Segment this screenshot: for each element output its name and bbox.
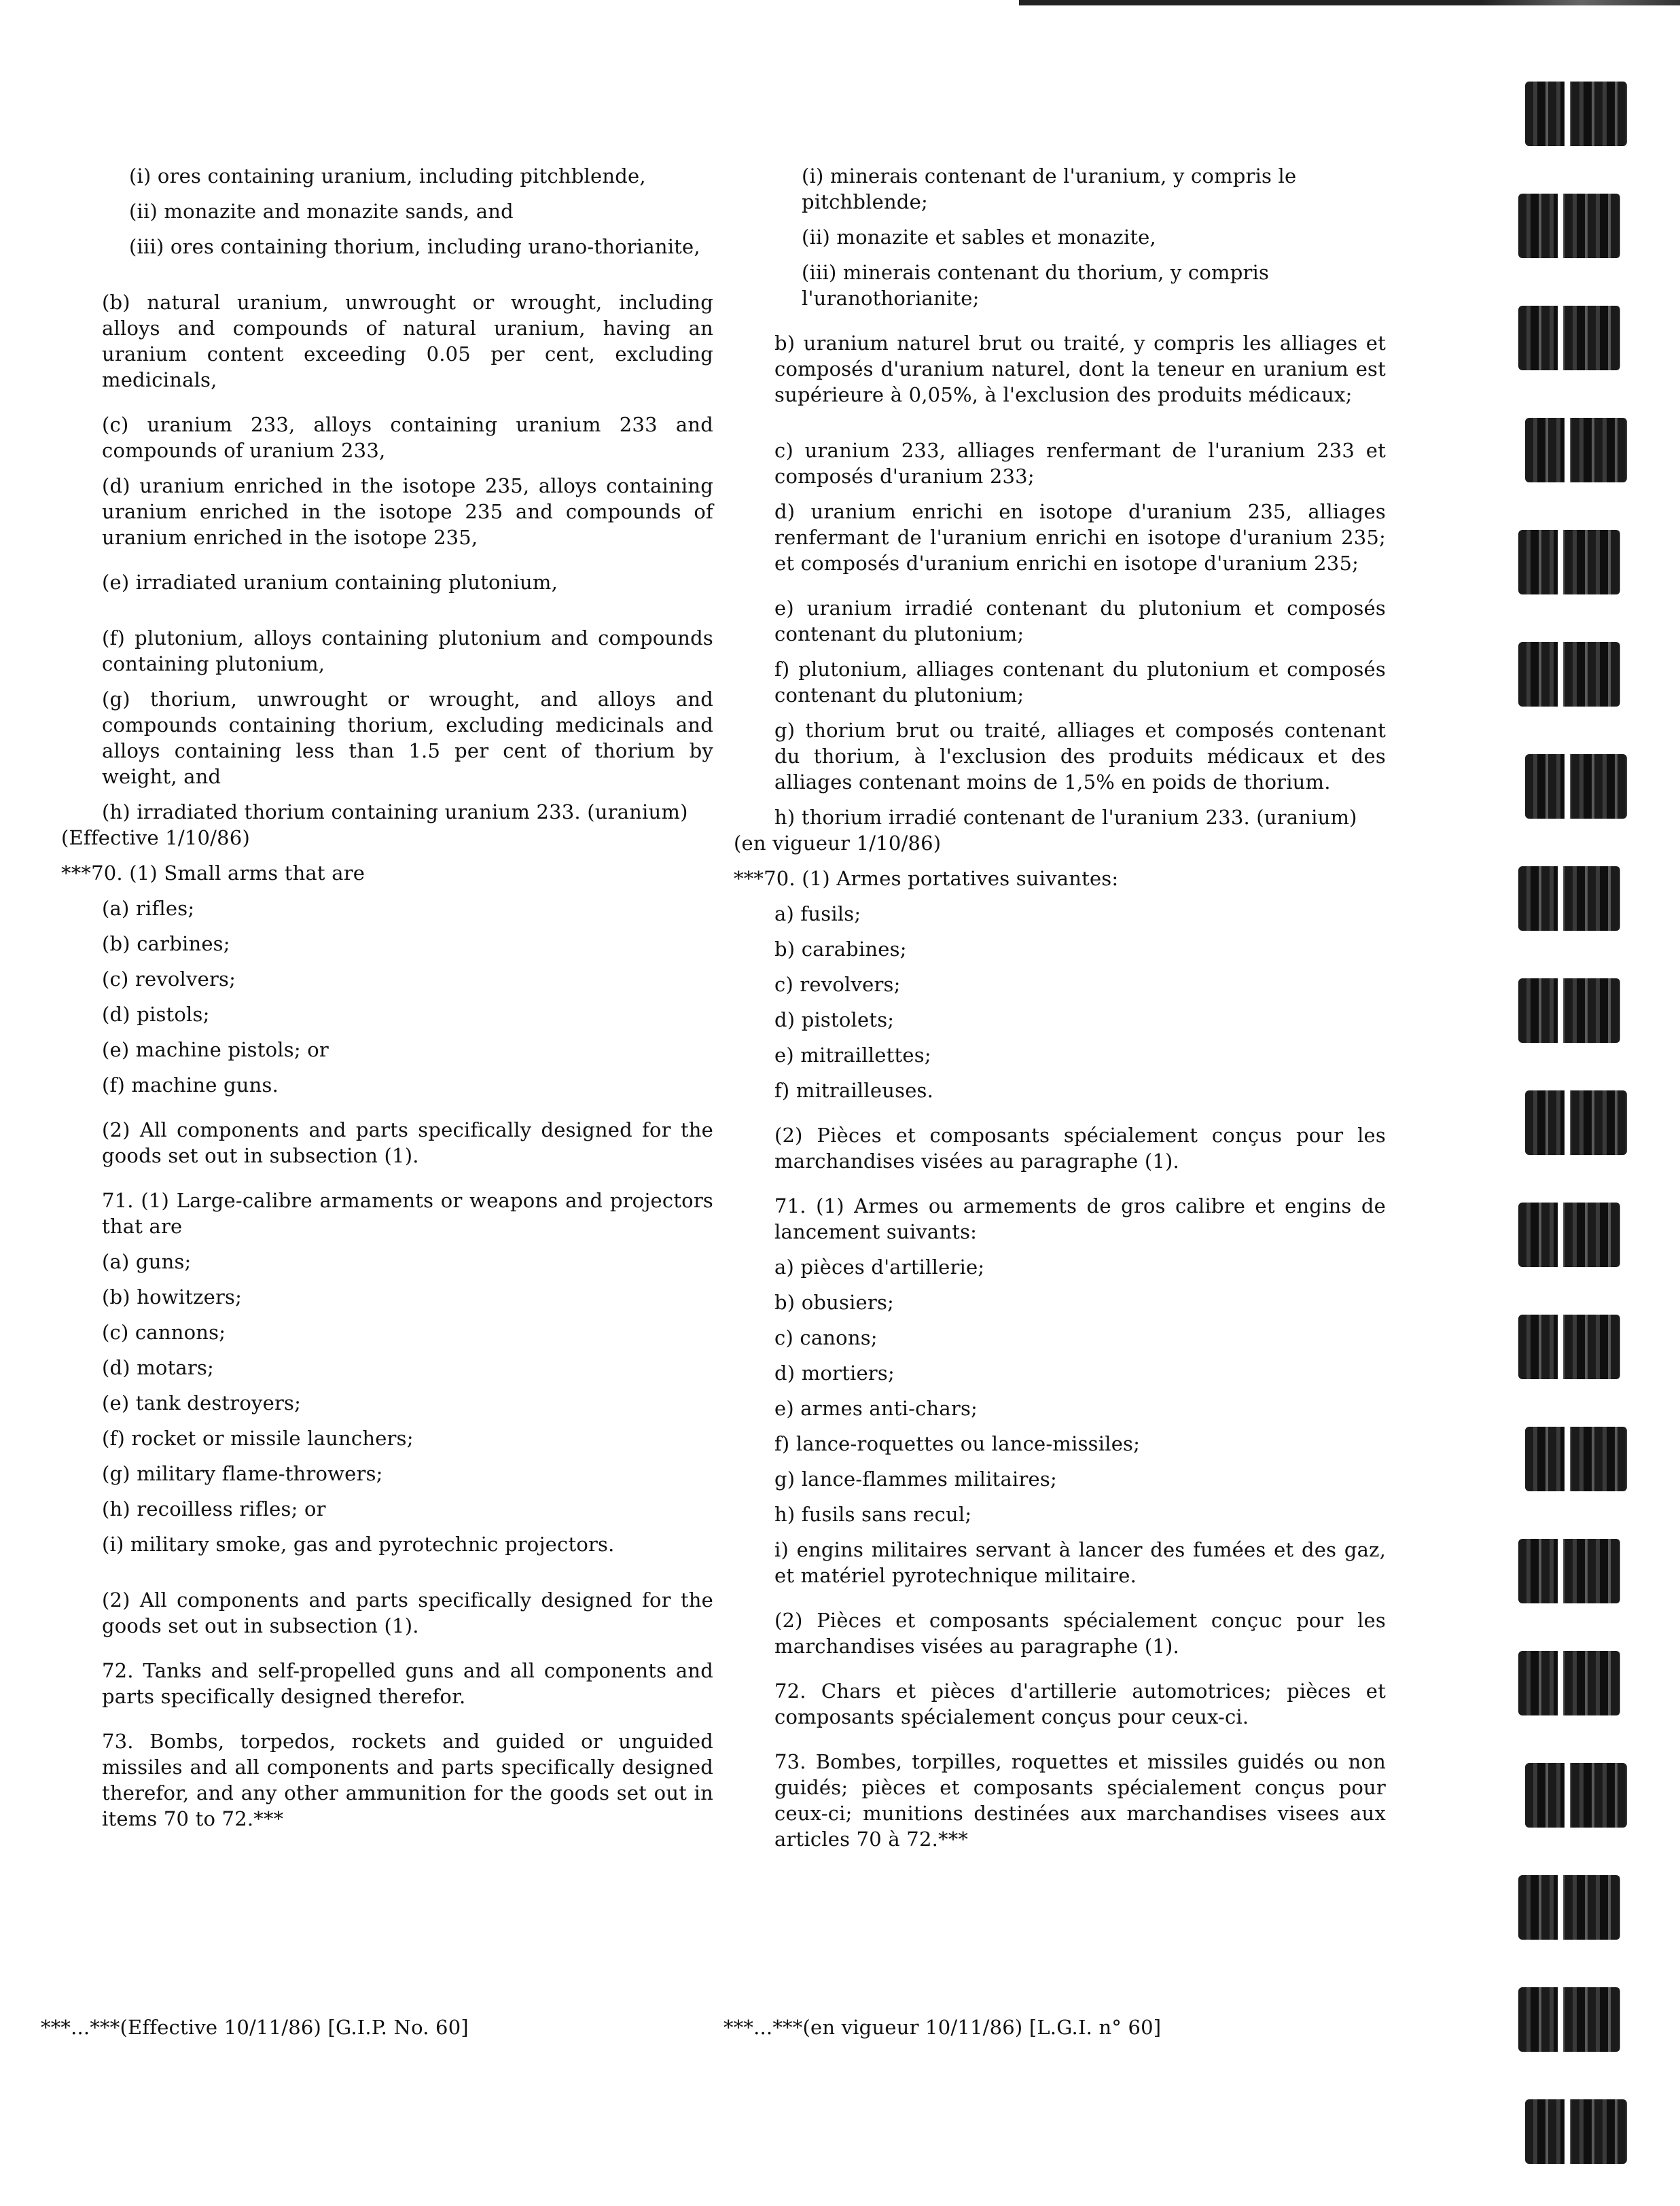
binding-hole	[1518, 1987, 1620, 2052]
en-paragraph-10: (Effective 1/10/86)	[61, 826, 250, 849]
paragraph-spacer	[734, 1103, 1386, 1122]
paragraph-spacer	[61, 463, 713, 473]
en-paragraph-5: (d) uranium enriched in the isotope 235, alloys containing uranium enriched in the isotope 235 and compounds of uranium enriched in the isotope 235,	[102, 474, 713, 549]
paragraph-spacer	[61, 1451, 713, 1461]
en-paragraph-14: (c) revolvers;	[102, 967, 236, 991]
fr-paragraph-23: d) mortiers;	[774, 1362, 895, 1385]
paragraph-spacer	[734, 1386, 1386, 1395]
paragraph-spacer	[61, 1169, 713, 1188]
en-paragraph-3: (b) natural uranium, unwrought or wrought, including alloys and compounds of natural uranium, having an uranium content exceeding 0.05 per cent, excluding medicinals,	[102, 291, 713, 391]
binding-hole	[1518, 1315, 1620, 1379]
en-paragraph-31: 73. Bombs, torpedos, rockets and guided or unguided missiles and all components and parts specifically designed therefor, and any other ammunition for the goods set out in items 70 to 72.***	[102, 1730, 713, 1830]
paragraph-spacer	[61, 393, 713, 412]
fr-paragraph-10: (en vigueur 1/10/86)	[734, 832, 942, 855]
en-paragraph-22: (c) cannons;	[102, 1321, 226, 1344]
french-column	[734, 163, 1386, 1852]
paragraph-spacer	[61, 1709, 713, 1728]
paragraph-spacer	[61, 260, 713, 289]
binding-hole	[1525, 754, 1627, 819]
paragraph-spacer	[734, 1280, 1386, 1289]
paragraph-spacer	[734, 1659, 1386, 1678]
fr-paragraph-24: e) armes anti-chars;	[774, 1397, 978, 1420]
fr-paragraph-4: c) uranium 233, alliages renfermant de l'uranium 233 et composés d'uranium 233;	[774, 439, 1386, 488]
en-paragraph-23: (d) motars;	[102, 1356, 215, 1379]
en-paragraph-30: 72. Tanks and self-propelled guns and all components and parts specifically designed therefor.	[102, 1659, 713, 1708]
paragraph-spacer	[734, 250, 1386, 260]
paragraph-spacer	[734, 1174, 1386, 1193]
fr-paragraph-0: (i) minerais contenant de l'uranium, y compris le pitchblende;	[802, 164, 1297, 213]
paragraph-spacer	[61, 1239, 713, 1249]
paragraph-spacer	[734, 997, 1386, 1007]
fr-paragraph-13: b) carabines;	[774, 938, 907, 961]
paragraph-spacer	[734, 1245, 1386, 1254]
fr-paragraph-20: a) pièces d'artillerie;	[774, 1256, 985, 1279]
english-column	[61, 163, 713, 1832]
fr-paragraph-19: 71. (1) Armes ou armements de gros calibre et engins de lancement suivants:	[774, 1194, 1386, 1243]
fr-paragraph-26: g) lance-flammes militaires;	[774, 1467, 1057, 1491]
en-paragraph-13: (b) carbines;	[102, 932, 230, 955]
fr-paragraph-16: e) mitraillettes;	[774, 1044, 931, 1067]
paragraph-spacer	[61, 886, 713, 895]
en-paragraph-18: (2) All components and parts specifically designed for the goods set out in subsection (1).	[102, 1118, 713, 1167]
en-paragraph-16: (e) machine pistols; or	[102, 1038, 329, 1061]
binding-hole	[1518, 306, 1620, 370]
paragraph-spacer	[61, 550, 713, 569]
binding-hole	[1525, 82, 1627, 146]
en-paragraph-11: ***70. (1) Small arms that are	[61, 861, 365, 885]
paragraph-spacer	[734, 408, 1386, 438]
footer-french: ***...***(en vigueur 10/11/86) [L.G.I. n° 60]	[723, 2016, 1162, 2039]
binding-hole	[1518, 194, 1620, 258]
binding-hole	[1525, 1427, 1627, 1491]
en-paragraph-29: (2) All components and parts specifically designed for the goods set out in subsection (1).	[102, 1588, 713, 1637]
fr-paragraph-27: h) fusils sans recul;	[774, 1503, 972, 1526]
fr-paragraph-12: a) fusils;	[774, 902, 861, 925]
paragraph-spacer	[61, 1557, 713, 1587]
fr-paragraph-5: d) uranium enrichi en isotope d'uranium 235, alliages renfermant de l'uranium enrichi en isotope d'uranium 235; et composés d'uranium enrichi en isotope d'uranium 235;	[774, 500, 1386, 575]
paragraph-spacer	[734, 647, 1386, 656]
binding-hole	[1525, 1763, 1627, 1828]
footer-english: ***...***(Effective 10/11/86) [G.I.P. No. 60]	[41, 2016, 469, 2039]
paragraph-spacer	[734, 795, 1386, 804]
binding-holes	[1518, 48, 1634, 2206]
paragraph-spacer	[61, 789, 713, 799]
fr-paragraph-14: c) revolvers;	[774, 973, 901, 996]
en-paragraph-1: (ii) monazite and monazite sands, and	[129, 200, 514, 223]
paragraph-spacer	[61, 1522, 713, 1531]
paragraph-spacer	[61, 851, 713, 860]
paragraph-spacer	[734, 489, 1386, 499]
binding-hole	[1518, 866, 1620, 931]
fr-paragraph-3: b) uranium naturel brut ou traité, y compris les alliages et composés d'uranium naturel, dont la teneur en uranium est supérieure à 0,05%, à l'exclusion des produits médicaux;	[774, 332, 1386, 406]
en-paragraph-25: (f) rocket or missile launchers;	[102, 1427, 414, 1450]
paragraph-spacer	[61, 992, 713, 1001]
fr-paragraph-28: i) engins militaires servant à lancer des fumées et des gaz, et matériel pyrotechnique militaire.	[774, 1538, 1386, 1587]
paragraph-spacer	[734, 856, 1386, 866]
paragraph-spacer	[734, 1492, 1386, 1501]
paragraph-spacer	[61, 1381, 713, 1390]
en-paragraph-28: (i) military smoke, gas and pyrotechnic projectors.	[102, 1533, 615, 1556]
paragraph-spacer	[734, 1421, 1386, 1431]
en-paragraph-15: (d) pistols;	[102, 1003, 210, 1026]
paragraph-spacer	[734, 1588, 1386, 1607]
paragraph-spacer	[61, 1639, 713, 1658]
en-paragraph-12: (a) rifles;	[102, 897, 195, 920]
paragraph-spacer	[734, 891, 1386, 901]
paragraph-spacer	[734, 215, 1386, 224]
en-paragraph-0: (i) ores containing uranium, including pitchblende,	[129, 164, 646, 188]
paragraph-spacer	[61, 224, 713, 234]
paragraph-spacer	[734, 311, 1386, 330]
paragraph-spacer	[734, 1315, 1386, 1325]
fr-paragraph-22: c) canons;	[774, 1326, 878, 1349]
paragraph-spacer	[734, 962, 1386, 972]
paragraph-spacer	[61, 1063, 713, 1072]
paragraph-spacer	[61, 1487, 713, 1496]
en-paragraph-27: (h) recoilless rifles; or	[102, 1497, 326, 1520]
paragraph-spacer	[734, 1457, 1386, 1466]
fr-paragraph-21: b) obusiers;	[774, 1291, 895, 1314]
paragraph-spacer	[734, 1351, 1386, 1360]
fr-paragraph-9: h) thorium irradié contenant de l'uranium 233. (uranium)	[774, 806, 1357, 829]
fr-paragraph-29: (2) Pièces et composants spécialement conçuc pour les marchandises visées au paragraphe (1).	[774, 1609, 1386, 1658]
binding-hole	[1518, 1539, 1620, 1603]
fr-paragraph-15: d) pistolets;	[774, 1008, 895, 1031]
fr-paragraph-6: e) uranium irradié contenant du plutonium et composés contenant du plutonium;	[774, 597, 1386, 645]
top-edge-line	[1019, 0, 1680, 5]
en-paragraph-6: (e) irradiated uranium containing plutonium,	[102, 571, 558, 594]
en-paragraph-8: (g) thorium, unwrought or wrought, and alloys and compounds containing thorium, excluding medicinals and alloys containing less than 1.5 per cent of thorium by weight, and	[102, 688, 713, 788]
paragraph-spacer	[61, 189, 713, 198]
paragraph-spacer	[61, 1345, 713, 1355]
paragraph-spacer	[734, 576, 1386, 595]
binding-hole	[1518, 978, 1620, 1043]
paragraph-spacer	[734, 927, 1386, 936]
paragraph-spacer	[61, 1098, 713, 1117]
binding-hole	[1518, 1203, 1620, 1267]
en-paragraph-2: (iii) ores containing thorium, including urano-thorianite,	[129, 235, 700, 258]
en-paragraph-24: (e) tank destroyers;	[102, 1391, 302, 1415]
paragraph-spacer	[61, 1416, 713, 1425]
en-paragraph-21: (b) howitzers;	[102, 1285, 243, 1309]
en-paragraph-17: (f) machine guns.	[102, 1073, 279, 1097]
binding-hole	[1525, 2099, 1627, 2164]
paragraph-spacer	[734, 1068, 1386, 1078]
fr-paragraph-25: f) lance-roquettes ou lance-missiles;	[774, 1432, 1141, 1455]
fr-paragraph-30: 72. Chars et pièces d'artillerie automotrices; pièces et composants spécialement conçus pour ceux-ci.	[774, 1679, 1386, 1728]
binding-hole	[1525, 1090, 1627, 1155]
fr-paragraph-11: ***70. (1) Armes portatives suivantes:	[734, 867, 1119, 890]
fr-paragraph-18: (2) Pièces et composants spécialement conçus pour les marchandises visées au paragraphe (1).	[774, 1124, 1386, 1173]
fr-paragraph-7: f) plutonium, alliages contenant du plutonium et composés contenant du plutonium;	[774, 658, 1386, 707]
en-paragraph-26: (g) military flame-throwers;	[102, 1462, 383, 1485]
paragraph-spacer	[734, 1033, 1386, 1042]
binding-hole	[1518, 1875, 1620, 1940]
fr-paragraph-8: g) thorium brut ou traité, alliages et composés contenant du thorium, à l'exclusion des produits médicaux et des alliages contenant moins de 1,5% en poids de thorium.	[774, 719, 1386, 794]
paragraph-spacer	[61, 595, 713, 625]
paragraph-spacer	[734, 708, 1386, 717]
paragraph-spacer	[61, 677, 713, 686]
fr-paragraph-2: (iii) minerais contenant du thorium, y compris l'uranothorianite;	[802, 261, 1270, 310]
binding-hole	[1525, 418, 1627, 482]
paragraph-spacer	[734, 1527, 1386, 1537]
paragraph-spacer	[61, 957, 713, 966]
en-paragraph-19: 71. (1) Large-calibre armaments or weapons and projectors that are	[102, 1189, 713, 1238]
en-paragraph-7: (f) plutonium, alloys containing plutonium and compounds containing plutonium,	[102, 626, 713, 675]
paragraph-spacer	[61, 921, 713, 931]
paragraph-spacer	[61, 1027, 713, 1037]
binding-hole	[1518, 530, 1620, 594]
binding-hole	[1518, 1651, 1620, 1715]
paragraph-spacer	[734, 1730, 1386, 1749]
fr-paragraph-17: f) mitrailleuses.	[774, 1079, 934, 1102]
paragraph-spacer	[61, 1275, 713, 1284]
fr-paragraph-1: (ii) monazite et sables et monazite,	[802, 226, 1156, 249]
paragraph-spacer	[61, 1310, 713, 1319]
fr-paragraph-31: 73. Bombes, torpilles, roquettes et missiles guidés ou non guidés; pièces et composants spécialement conçus pour ceux-ci; munitions destinées aux marchandises visees aux articles 70 à 72.***	[774, 1750, 1386, 1851]
binding-hole	[1518, 642, 1620, 707]
en-paragraph-4: (c) uranium 233, alloys containing uranium 233 and compounds of uranium 233,	[102, 413, 713, 462]
en-paragraph-20: (a) guns;	[102, 1250, 192, 1273]
en-paragraph-9: (h) irradiated thorium containing uranium 233. (uranium)	[102, 800, 688, 823]
